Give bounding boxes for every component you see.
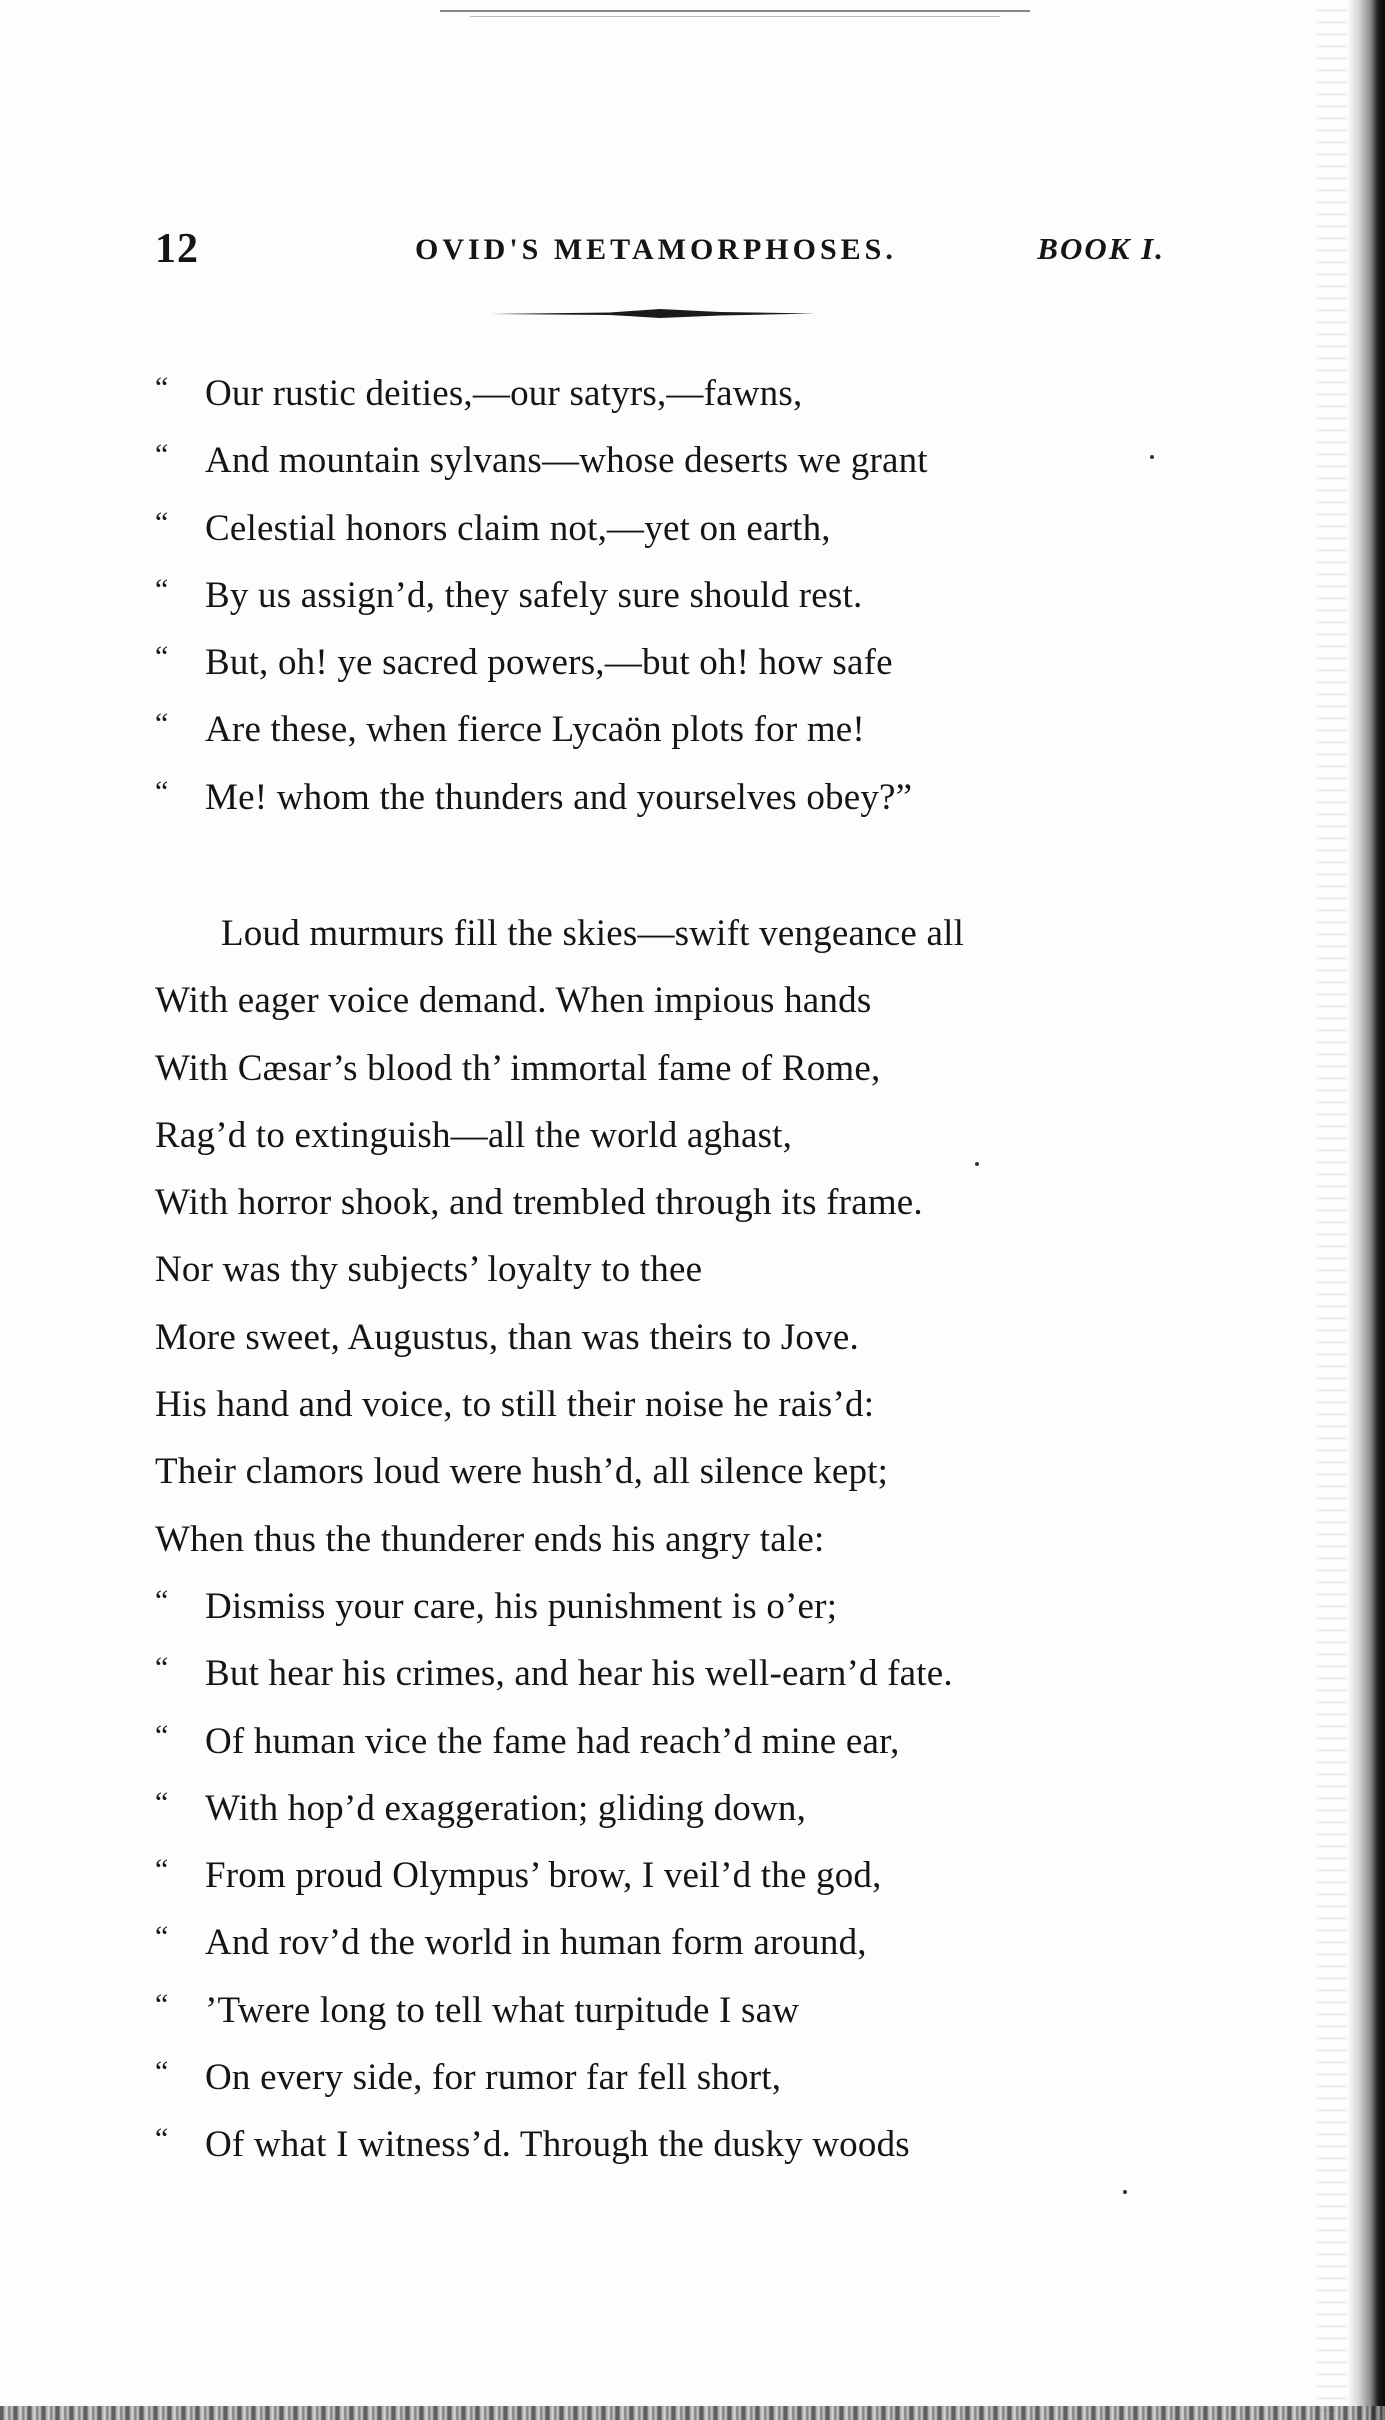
ink-speck	[975, 1162, 979, 1166]
quotation-mark: “	[155, 2055, 169, 2089]
top-rule	[440, 10, 1030, 12]
verse-line-text: Their clamors loud were hush’d, all silence kept;	[155, 1451, 889, 1493]
quotation-mark: “	[155, 707, 169, 741]
verse-line	[155, 1438, 1155, 1505]
verse-line	[155, 2111, 1155, 2178]
verse-line	[155, 1236, 1155, 1303]
verse-line-text: With horror shook, and trembled through its frame.	[155, 1182, 923, 1224]
quotation-mark: “	[155, 371, 169, 404]
verse-line	[155, 1573, 1155, 1640]
verse-line-text: ’Twere long to tell what turpitude I saw	[205, 1989, 800, 2031]
quotation-mark: “	[155, 1987, 169, 2021]
verse-line	[155, 2044, 1155, 2111]
quotation-mark: “	[155, 640, 169, 674]
verse-line	[155, 1640, 1155, 1707]
verse-line-text: With hop’d exaggeration; gliding down,	[205, 1787, 807, 1829]
page-edge-texture	[1317, 0, 1347, 2420]
quotation-mark: “	[155, 1718, 169, 1752]
verse-line	[155, 629, 1155, 696]
quotation-mark: “	[155, 438, 169, 472]
verse-line	[155, 696, 1155, 763]
quotation-mark: “	[155, 1651, 169, 1685]
verse-stanza-narrative	[155, 900, 1155, 2179]
top-rule-thin	[470, 16, 1000, 17]
verse-line-text: And mountain sylvans—whose deserts we grant	[205, 440, 928, 482]
verse-line-text: Our rustic deities,—our satyrs,—fawns,	[205, 373, 803, 414]
verse-line	[155, 1304, 1155, 1371]
verse-stanza-speech	[155, 360, 1155, 831]
verse-line	[155, 1506, 1155, 1573]
verse-line-text: More sweet, Augustus, than was theirs to Jove.	[155, 1316, 859, 1358]
ink-speck	[1150, 455, 1154, 459]
verse-line	[155, 1169, 1155, 1236]
verse-line-text: His hand and voice, to still their noise he rais’d:	[155, 1384, 875, 1426]
verse-line	[155, 1102, 1155, 1169]
verse-line-text: But hear his crimes, and hear his well-earn’d fate.	[205, 1653, 953, 1695]
quotation-mark: “	[155, 572, 169, 606]
verse-line-text: Dismiss your care, his punishment is o’er;	[205, 1585, 838, 1627]
verse-line-text: Are these, when fierce Lycaön plots for me!	[205, 709, 865, 751]
quotation-mark: “	[155, 505, 169, 539]
verse-line	[155, 1035, 1155, 1102]
page-edge-shadow	[1347, 0, 1385, 2420]
verse-line	[155, 1775, 1155, 1842]
verse-line-text: From proud Olympus’ brow, I veil’d the god,	[205, 1855, 882, 1897]
verse-line-text: Celestial honors claim not,—yet on earth,	[205, 507, 831, 549]
verse-line	[155, 360, 1155, 427]
verse-line-text: With Cæsar’s blood th’ immortal fame of Rome,	[155, 1047, 881, 1089]
verse-line	[155, 427, 1155, 494]
running-title: OVID'S METAMORPHOSES.	[415, 233, 897, 266]
verse-line	[155, 495, 1155, 562]
verse-line	[155, 900, 1155, 967]
verse-line-text: On every side, for rumor far fell short,	[205, 2057, 782, 2099]
quotation-mark: “	[155, 1785, 169, 1819]
quotation-mark: “	[155, 774, 169, 808]
page-header	[155, 225, 1165, 285]
page-number: 12	[155, 226, 199, 272]
verse-line	[155, 1371, 1155, 1438]
header-ornament	[490, 308, 815, 320]
verse-line-text: Of human vice the fame had reach’d mine ear,	[205, 1720, 900, 1762]
verse-line	[155, 562, 1155, 629]
quotation-mark: “	[155, 1583, 169, 1617]
verse-line-text: But, oh! ye sacred powers,—but oh! how safe	[205, 642, 893, 684]
verse-line	[155, 1909, 1155, 1976]
quotation-mark: “	[155, 1920, 169, 1954]
verse-line-text: Me! whom the thunders and yourselves obey?”	[205, 776, 913, 818]
verse-line	[155, 967, 1155, 1034]
verse-line	[155, 1842, 1155, 1909]
verse-line-text: With eager voice demand. When impious hands	[155, 980, 872, 1022]
quotation-mark: “	[155, 2122, 169, 2156]
verse-line-text: Rag’d to extinguish—all the world aghast,	[155, 1114, 793, 1156]
verse-line	[155, 1708, 1155, 1775]
verse-line-text: Loud murmurs fill the skies—swift vengeance all	[221, 913, 965, 954]
quotation-mark: “	[155, 1853, 169, 1887]
bottom-page-edge	[0, 2406, 1385, 2420]
verse-line	[155, 764, 1155, 831]
book-label: BOOK I.	[1037, 231, 1165, 266]
verse-line-text: Of what I witness’d. Through the dusky woods	[205, 2124, 910, 2166]
verse-line-text: And rov’d the world in human form around,	[205, 1922, 867, 1964]
verse-line-text: Nor was thy subjects’ loyalty to thee	[155, 1249, 703, 1291]
verse-line-text: By us assign’d, they safely sure should rest.	[205, 574, 863, 616]
verse-line-text: When thus the thunderer ends his angry tale:	[155, 1518, 825, 1560]
ink-speck	[1123, 2190, 1127, 2194]
verse-line	[155, 1977, 1155, 2044]
